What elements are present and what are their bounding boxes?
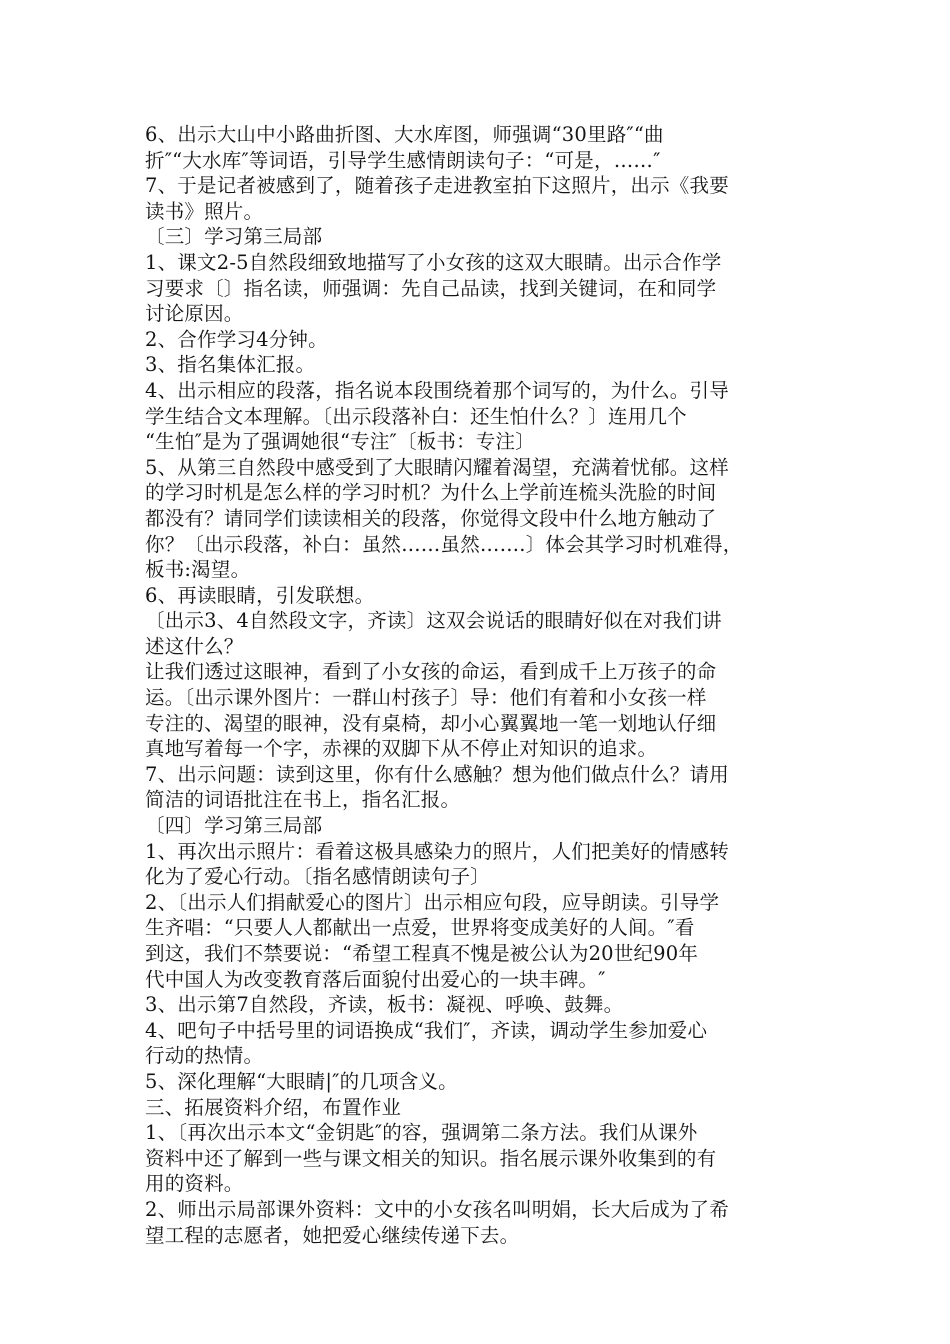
text-line: 1、〔再次出示本文“金钥匙″的容，强调第二条方法。我们从课外 bbox=[145, 1121, 698, 1145]
text-line: 运。〔出示课外图片：一群山村孩子〕导：他们有着和小女孩一样 bbox=[145, 686, 707, 710]
text-line: 2、〔出示人们捐献爱心的图片〕出示相应句段，应导朗读。引导学 bbox=[145, 890, 720, 914]
text-line: 板书:渴望。 bbox=[145, 558, 251, 582]
text-line: 3、指名集体汇报。 bbox=[145, 353, 316, 377]
section-heading: 〔三〕学习第三局部 bbox=[145, 225, 323, 249]
text-line: 7、出示问题：读到这里，你有什么感触？想为他们做点什么？请用 bbox=[145, 762, 729, 786]
text-line: 的学习时机是怎么样的学习时机？为什么上学前连梳头洗脸的时间 bbox=[145, 481, 717, 505]
text-line: 2、合作学习4分钟。 bbox=[145, 327, 328, 351]
text-line: 6、再读眼睛，引发联想。 bbox=[145, 583, 375, 607]
text-line: 7、于是记者被感到了，随着孩子走进教室拍下这照片，出示《我要 bbox=[145, 174, 729, 198]
text-line: 1、再次出示照片：看着这极具感染力的照片，人们把美好的情感转 bbox=[145, 839, 729, 863]
text-line: 到这，我们不禁要说：“希望工程真不愧是被公认为20世纪90年 bbox=[145, 942, 699, 965]
section-heading: 〔四〕学习第三局部 bbox=[145, 814, 323, 838]
text-line: 专注的、渴望的眼神，没有桌椅，却小心翼翼地一笔一划地认仔细 bbox=[145, 711, 717, 735]
text-line: 用的资料。 bbox=[145, 1172, 244, 1196]
text-line: 〔出示3、4自然段文字，齐读〕这双会说话的眼睛好似在对我们讲 bbox=[145, 609, 722, 633]
text-line: 述这什么？ bbox=[145, 634, 244, 658]
text-line: 读书》照片。 bbox=[145, 199, 264, 223]
text-line: 资料中还了解到一些与课文相关的知识。指名展示课外收集到的有 bbox=[145, 1146, 717, 1170]
text-line: 学生结合文本理解。〔出示段落补白：还生怕什么？〕连用几个 bbox=[145, 404, 687, 428]
text-line: 1、课文2-5自然段细致地描写了小女孩的这双大眼睛。出示合作学 bbox=[145, 250, 722, 274]
section-heading: 三、拓展资料介绍，布置作业 bbox=[145, 1095, 402, 1119]
text-line: 真地写着每一个字，赤裸的双脚下从不停止对知识的追求。 bbox=[145, 737, 658, 761]
text-line: 你？〔出示段落，补白：虽然……虽然…….〕体会其学习时机难得， bbox=[145, 532, 743, 556]
text-line: 讨论原因。 bbox=[145, 302, 244, 326]
text-line: 3、出示第7自然段，齐读，板书：凝视、呼唤、鼓舞。 bbox=[145, 993, 624, 1017]
text-line: 化为了爱心行动。〔指名感情朗读句子〕 bbox=[145, 865, 490, 889]
text-line: 4、出示相应的段落，指名说本段围绕着那个词写的，为什么。引导 bbox=[145, 378, 729, 402]
text-line: 都没有？请同学们读读相关的段落，你觉得文段中什么地方触动了 bbox=[145, 506, 717, 530]
text-line: 4、吧句子中括号里的词语换成“我们″，齐读，调动学生参加爱心 bbox=[145, 1018, 708, 1042]
text-line: 2、师出示局部课外资料：文中的小女孩名叫明娟，长大后成为了希 bbox=[145, 1197, 729, 1221]
text-line: 行动的热情。 bbox=[145, 1044, 264, 1068]
text-line: 习要求〔〕指名读，师强调：先自己品读，找到关键词，在和同学 bbox=[145, 276, 717, 300]
text-line: 折″“大水库″等词语，引导学生感情朗读句子：“可是，……″ bbox=[145, 148, 661, 172]
document-body bbox=[145, 122, 815, 1248]
text-line: “生怕″是为了强调她很“专注″〔板书：专注〕 bbox=[145, 430, 535, 454]
text-line: 生齐唱：“只要人人都献出一点爱，世界将变成美好的人间。″看 bbox=[145, 916, 695, 940]
text-line: 6、出示大山中小路曲折图、大水库图，师强调“30里路″“曲 bbox=[145, 123, 664, 146]
text-line: 望工程的志愿者，她把爱心继续传递下去。 bbox=[145, 1223, 520, 1247]
text-line: 代中国人为改变教育落后面貌付出爱心的一块丰碑。″ bbox=[145, 967, 606, 991]
text-line: 让我们透过这眼神，看到了小女孩的命运，看到成千上万孩子的命 bbox=[145, 660, 717, 684]
text-line: 简洁的词语批注在书上，指名汇报。 bbox=[145, 788, 461, 812]
text-line: 5、从第三自然段中感受到了大眼睛闪耀着渴望，充满着忧郁。这样 bbox=[145, 455, 729, 479]
text-line: 5、深化理解“大眼睛|″的几项含义。 bbox=[145, 1069, 458, 1093]
